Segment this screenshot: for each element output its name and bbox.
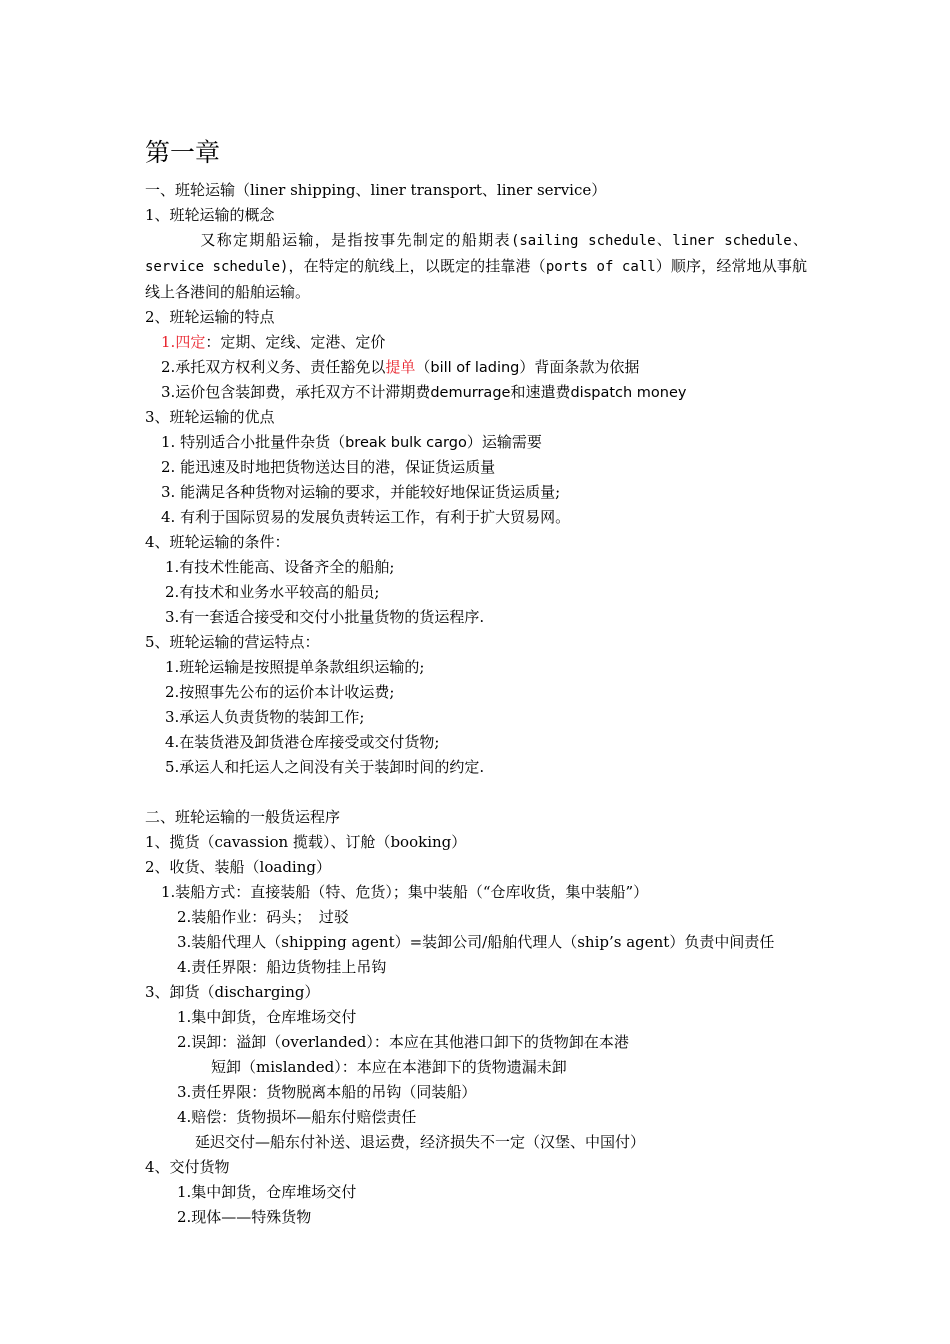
features-item-3-text-b: 和速遣费 — [510, 383, 571, 401]
features-four-fixed: 四定 — [175, 333, 206, 351]
advantages-item-1 — [145, 430, 807, 455]
step-2-item-3: 3.装船代理人（shipping agent）=装卸公司/船舶代理人（ship’s agent）负责中间责任 — [177, 933, 775, 951]
section-1-heading: 一、班轮运输（liner shipping、liner transport、liner service） — [145, 181, 607, 199]
features-item-1-num: 1. — [161, 333, 176, 351]
step-3-item-1: 1.集中卸货，仓库堆场交付 — [177, 1008, 357, 1026]
advantages-item-4: 4. 有利于国际贸易的发展负责转运工作，有利于扩大贸易网。 — [161, 508, 571, 526]
concept-paragraph — [145, 228, 807, 305]
conditions-item: 1.有技术性能高、设备齐全的船舶; — [165, 558, 395, 576]
features-item-3-text-a: 3.运价包含装卸费，承托双方不计滞期费 — [161, 383, 431, 401]
step-3-item-4-delay: 延迟交付—船东付补送、退运费，经济损失不一定（汉堡、中国付） — [195, 1133, 646, 1151]
advantages-item-3: 3. 能满足各种货物对运输的要求，并能较好地保证货运质量; — [161, 483, 561, 501]
chapter-title: 第一章 — [145, 138, 221, 167]
concept-ports-of-call: ports of call — [545, 259, 656, 275]
features-item-3 — [145, 380, 807, 405]
operations-heading: 5、班轮运输的营运特点： — [145, 633, 320, 651]
step-3-item-2: 2.误卸：溢卸（overlanded）：本应在其他港口卸下的货物卸在本港 — [177, 1033, 629, 1051]
section-2-heading: 二、班轮运输的一般货运程序 — [145, 808, 341, 826]
advantages-item-1-text-b: ）运输需要 — [466, 433, 542, 451]
concept-schedule-terms: (sailing schedule、liner schedule、service schedule) — [145, 233, 807, 275]
step-4-item-2: 2.现体——特殊货物 — [177, 1208, 312, 1226]
concept-text-3: ）顺序，经常地从事航线上各港间的船舶运输。 — [145, 257, 807, 301]
step-3-item-4: 4.赔偿：货物损坏—船东付赔偿责任 — [177, 1108, 417, 1126]
step-2-item-1: 1.装船方式：直接装船（特、危货）；集中装船（“仓库收货，集中装船”） — [161, 883, 649, 901]
features-item-2 — [145, 355, 807, 380]
operations-item: 5.承运人和托运人之间没有关于装卸时间的约定. — [165, 758, 485, 776]
step-4-item-1: 1.集中卸货，仓库堆场交付 — [177, 1183, 357, 1201]
step-3-item-2-short-landed: 短卸（mislanded）：本应在本港卸下的货物遗漏未卸 — [211, 1058, 567, 1076]
features-bill-of-lading-en: bill of lading — [430, 360, 520, 376]
features-dispatch-money: dispatch money — [570, 385, 687, 401]
step-2-item-4: 4.责任界限：船边货物挂上吊钩 — [177, 958, 387, 976]
operations-item: 3.承运人负责货物的装卸工作; — [165, 708, 365, 726]
advantages-heading: 3、班轮运输的优点 — [145, 408, 275, 426]
features-item-1 — [145, 330, 807, 355]
advantages-item-1-text-a: 1. 特别适合小批量件杂货（ — [161, 433, 346, 451]
blank-line — [145, 780, 807, 805]
step-2-item-2: 2.装船作业：码头； 过驳 — [177, 908, 349, 926]
advantages-break-bulk-cargo: break bulk cargo — [345, 435, 467, 451]
features-bill-of-lading-cn: 提单 — [385, 358, 416, 376]
concept-text-1: 又称定期船运输，是指按事先制定的船期表 — [199, 231, 511, 249]
step-3-heading: 3、卸货（discharging） — [145, 983, 320, 1001]
step-1-canvassing: 1、揽货（cavassion 揽载）、订舱（booking） — [145, 833, 467, 851]
features-item-2-text-b: （ — [415, 358, 431, 376]
operations-item: 1.班轮运输是按照提单条款组织运输的; — [165, 658, 425, 676]
features-item-2-text-c: ）背面条款为依据 — [519, 358, 640, 376]
operations-item: 2.按照事先公布的运价本计收运费; — [165, 683, 395, 701]
concept-heading: 1、班轮运输的概念 — [145, 206, 275, 224]
document-content — [145, 134, 807, 1230]
step-3-item-3: 3.责任界限：货物脱离本船的吊钩（同装船） — [177, 1083, 477, 1101]
step-2-heading: 2、收货、装船（loading） — [145, 858, 331, 876]
advantages-item-2: 2. 能迅速及时地把货物送达目的港，保证货运质量 — [161, 458, 496, 476]
concept-text-2: ，在特定的航线上，以既定的挂靠港（ — [288, 257, 546, 275]
conditions-item: 3.有一套适合接受和交付小批量货物的货运程序. — [165, 608, 485, 626]
features-demurrage: demurrage — [430, 385, 511, 401]
features-item-1-text: ：定期、定线、定港、定价 — [205, 333, 386, 351]
conditions-item: 2.有技术和业务水平较高的船员; — [165, 583, 380, 601]
features-item-2-text-a: 2.承托双方权利义务、责任豁免以 — [161, 358, 386, 376]
step-4-heading: 4、交付货物 — [145, 1158, 230, 1176]
operations-item: 4.在装货港及卸货港仓库接受或交付货物; — [165, 733, 440, 751]
conditions-heading: 4、班轮运输的条件： — [145, 533, 290, 551]
features-heading: 2、班轮运输的特点 — [145, 308, 275, 326]
